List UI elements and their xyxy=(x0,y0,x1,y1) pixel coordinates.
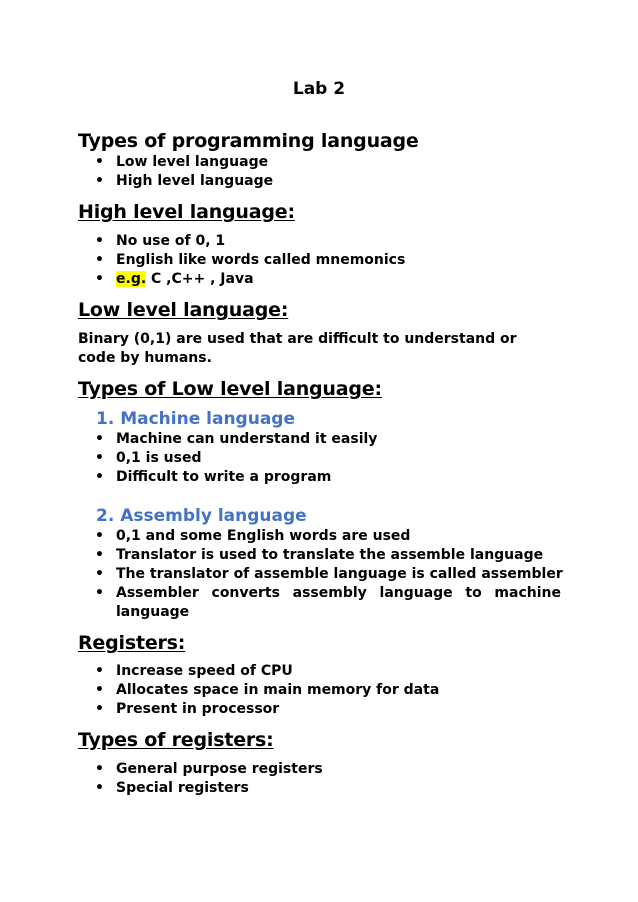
bullet-icon: • xyxy=(95,469,104,485)
list-item: • Assembler converts assembly language to machine language xyxy=(95,585,561,620)
bullet-icon: • xyxy=(95,761,104,777)
heading-registers: Registers: xyxy=(78,632,186,654)
bullet-icon: • xyxy=(95,663,104,679)
bullet-icon: • xyxy=(95,431,104,447)
subheading-assembly-language: 2. Assembly language xyxy=(96,506,307,526)
bullet-icon: • xyxy=(95,528,104,544)
highlighted-text: e.g. xyxy=(116,271,147,287)
heading-low-level-language: Low level language: xyxy=(78,299,289,321)
subheading-machine-language: 1. Machine language xyxy=(96,409,295,429)
list-item: • Translator is used to translate the assemble language xyxy=(95,547,544,563)
bullet-icon: • xyxy=(95,547,104,563)
bullet-icon: • xyxy=(95,271,104,287)
list-item: • Low level language xyxy=(95,154,269,170)
heading-types-of-registers: Types of registers: xyxy=(78,729,274,751)
bullet-icon: • xyxy=(95,173,104,189)
heading-high-level-language: High level language: xyxy=(78,201,295,223)
list-item: • Increase speed of CPU xyxy=(95,663,293,679)
list-item: • 0,1 is used xyxy=(95,450,202,466)
bullet-icon: • xyxy=(95,154,104,170)
heading-types-of-low-level-language: Types of Low level language: xyxy=(78,378,382,400)
list-item: • The translator of assemble language is called assembler xyxy=(95,566,563,582)
list-item: • English like words called mnemonics xyxy=(95,252,406,268)
bullet-icon: • xyxy=(95,701,104,717)
list-item: • Special registers xyxy=(95,780,249,796)
bullet-icon: • xyxy=(95,566,104,582)
list-item: • 0,1 and some English words are used xyxy=(95,528,411,544)
bullet-icon: • xyxy=(95,252,104,268)
list-item: • Allocates space in main memory for data xyxy=(95,682,440,698)
bullet-icon: • xyxy=(95,233,104,249)
bullet-icon: • xyxy=(95,682,104,698)
list-item: • No use of 0, 1 xyxy=(95,233,226,249)
low-level-paragraph: Binary (0,1) are used that are difficult to understand or code by humans. xyxy=(78,331,517,366)
bullet-icon: • xyxy=(95,585,104,601)
list-item: • e.g. C ,C++ , Java xyxy=(95,271,254,287)
bullet-icon: • xyxy=(95,780,104,796)
list-item: • Difficult to write a program xyxy=(95,469,332,485)
heading-types-of-programming-language: Types of programming language xyxy=(78,130,419,152)
list-item: • High level language xyxy=(95,173,274,189)
list-item: • Machine can understand it easily xyxy=(95,431,378,447)
list-item: • Present in processor xyxy=(95,701,280,717)
list-item: • General purpose registers xyxy=(95,761,323,777)
bullet-icon: • xyxy=(95,450,104,466)
document-title: Lab 2 xyxy=(292,79,346,99)
